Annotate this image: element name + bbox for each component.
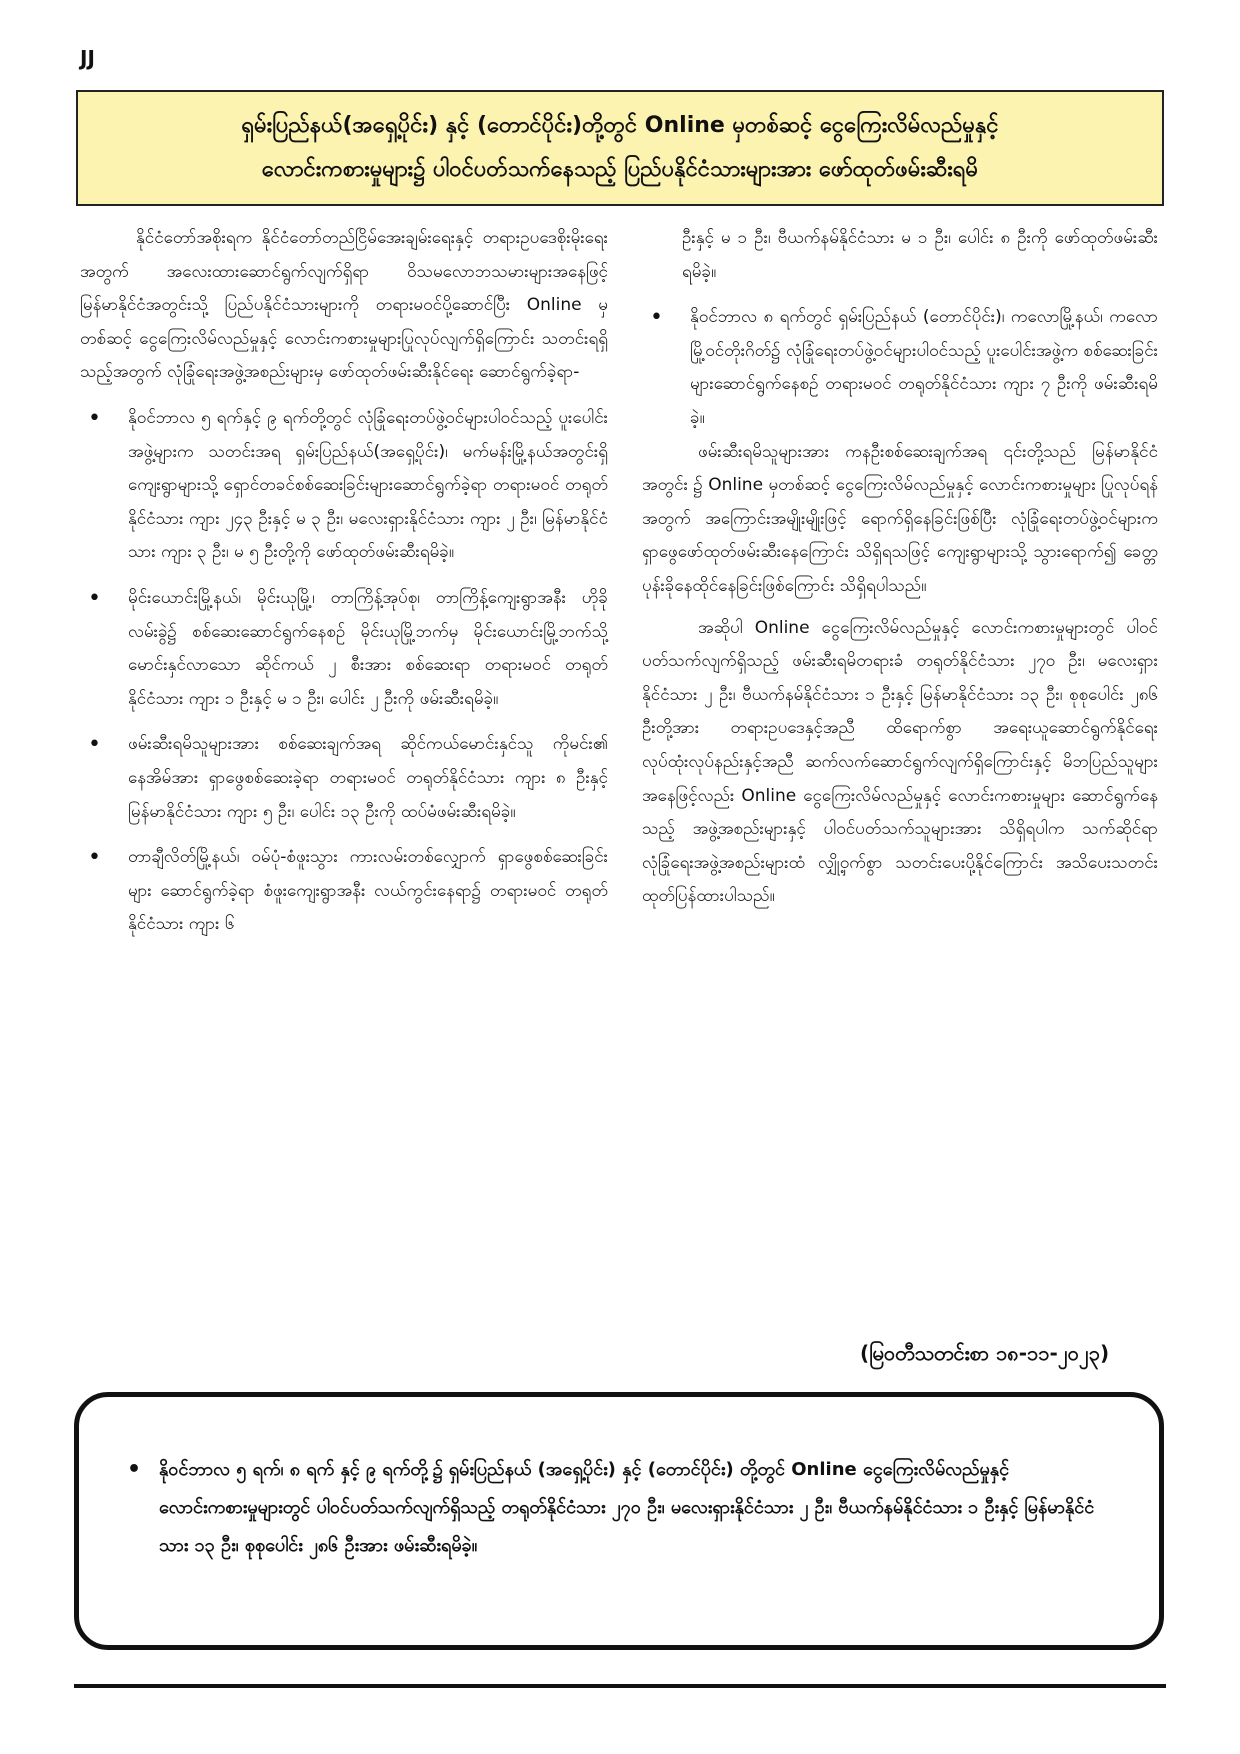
summary-box — [74, 1392, 1164, 1650]
right-bullet-list — [642, 301, 1158, 435]
summary-text: နိုဝင်ဘာလ ၅ ရက်၊ ၈ ရက် နှင့် ၉ ရက်တို့၌ ရှမ်းပြည်နယ် (အရှေ့ပိုင်း) နှင့် (တောင်ပိုင်း) တို့တွင် Online ငွေကြေးလိမ်လည်မှုနှင့် လောင်းကစားမှုများတွင် ပါဝင်ပတ်သက်လျက်ရှိသည့် တရုတ်နိုင်ငံသား ၂၇၀ ဦး၊ မလေးရှားနိုင်ငံသား ၂ ဦး၊ ဗီယက်နမ်နိုင်ငံသား ၁ ဦးနှင့် မြန်မာနိုင်ငံသား ၁၃ ဦး၊ စုစုပေါင်း ၂၈၆ ဦးအား ဖမ်းဆီးရမိခဲ့။ — [159, 1459, 1095, 1556]
headline-line-2: လောင်းကစားမှုများ၌ ပါဝင်ပတ်သက်နေသည့် ပြည်ပနိုင်ငံသားများအား ဖော်ထုတ်ဖမ်းဆီးရမိ — [261, 157, 979, 182]
left-column — [80, 222, 608, 942]
list-item — [642, 301, 1158, 435]
list-item — [80, 582, 608, 716]
body-paragraph-2: အဆိုပါ Online ငွေကြေးလိမ်လည်မှုနှင့် လောင်းကစားမှုများတွင် ပါဝင်ပတ်သက်လျက်ရှိသည့် ဖမ်းဆီးရမိတရားခံ တရုတ်နိုင်ငံသား ၂၇၀ ဦး၊ မလေးရှားနိုင်ငံသား ၂ ဦး၊ ဗီယက်နမ်နိုင်ငံသား ၁ ဦးနှင့် မြန်မာနိုင်ငံသား ၁၃ ဦး၊ စုစုပေါင်း ၂၈၆ ဦးတို့အား တရားဥပဒေနှင့်အညီ ထိရောက်စွာ အရေးယူဆောင်ရွက်နိုင်ရေး လုပ်ထုံးလုပ်နည်းနှင့်အညီ ဆက်လက်ဆောင်ရွက်လျက်ရှိကြောင်းနှင့် မိဘပြည်သူများအနေဖြင့်လည်း Online ငွေကြေးလိမ်လည်မှုနှင့် လောင်းကစားမှုများ ဆောင်ရွက်နေသည့် အဖွဲ့အစည်းများနှင့် ပါဝင်ပတ်သက်သူများအား သိရှိရပါက သက်ဆိုင်ရာလုံခြုံရေးအဖွဲ့အစည်းများထံ လျှို့ဝှက်စွာ သတင်းပေးပို့နိုင်ကြောင်း အသိပေးသတင်းထုတ်ပြန်ထားပါသည်။ — [642, 617, 1158, 907]
bullet-icon: • — [88, 732, 101, 758]
list-item — [80, 841, 608, 942]
page-number: JJ — [80, 46, 95, 70]
bottom-divider — [74, 1684, 1166, 1688]
list-item-text: နိုဝင်ဘာလ ၅ ရက်နှင့် ၉ ရက်တို့တွင် လုံခြုံရေးတပ်ဖွဲ့ဝင်များပါဝင်သည့် ပူးပေါင်းအဖွဲ့များက သတင်းအရ ရှမ်းပြည်နယ်(အရှေ့ပိုင်း)၊ မက်မန်းမြို့နယ်အတွင်းရှိ ကျေးရွာများသို့ ရှောင်တခင်စစ်ဆေးခြင်းများဆောင်ရွက်ခဲ့ရာ တရားမဝင် တရုတ်နိုင်ငံသား ကျား ၂၄၃ ဦးနှင့် မ ၃ ဦး၊ မလေးရှားနိုင်ငံသား ကျား ၂ ဦး၊ မြန်မာနိုင်ငံသား ကျား ၃ ဦး၊ မ ၅ ဦးတို့ကို ဖော်ထုတ်ဖမ်းဆီးရမိခဲ့။ — [128, 407, 608, 563]
list-item-text: နိုဝင်ဘာလ ၈ ရက်တွင် ရှမ်းပြည်နယ် (တောင်ပိုင်း)၊ ကလောမြို့နယ်၊ ကလောမြို့ဝင်တိုးဂိတ်၌ လုံခြုံရေးတပ်ဖွဲ့ဝင်များပါဝင်သည့် ပူးပေါင်းအဖွဲ့က စစ်ဆေးခြင်းများဆောင်ရွက်နေစဉ် တရားမဝင် တရုတ်နိုင်ငံသား ကျား ၇ ဦးကို ဖမ်းဆီးရမိခဲ့။ — [690, 307, 1158, 428]
list-item — [80, 402, 608, 570]
source-citation: (မြဝတီသတင်းစာ ၁၈-၁၁-၂၀၂၃) — [860, 1341, 1110, 1365]
headline-line-1: ရှမ်းပြည်နယ်(အရှေ့ပိုင်း) နှင့် (တောင်ပိုင်း)တို့တွင် Online မှတစ်ဆင့် ငွေကြေးလိမ်လည်မှုနှင့် — [241, 113, 999, 138]
bullet-icon: • — [88, 845, 101, 871]
right-column — [642, 222, 1158, 914]
bullet-icon: • — [650, 305, 663, 331]
intro-paragraph: နိုင်ငံတော်အစိုးရက နိုင်ငံတော်တည်ငြိမ်အေးချမ်းရေးနှင့် တရားဥပဒေစိုးမိုးရေးအတွက် အလေးထားဆောင်ရွက်လျက်ရှိရာ ဝိသမလောဘသမားများအနေဖြင့် မြန်မာနိုင်ငံအတွင်းသို့ ပြည်ပနိုင်ငံသားများကို တရားမဝင်ပို့ဆောင်ပြီး Online မှတစ်ဆင့် ငွေကြေးလိမ်လည်မှုနှင့် လောင်းကစားမှုများပြုလုပ်လျက်ရှိကြောင်း သတင်းရရှိသည့်အတွက် လုံခြုံရေးအဖွဲ့အစည်းများမှ ဖော်ထုတ်ဖမ်းဆီးနိုင်ရေး ဆောင်ရွက်ခဲ့ရာ- — [80, 228, 608, 383]
bullet-icon: • — [127, 1457, 142, 1482]
headline-box — [76, 90, 1164, 206]
left-bullet-list — [80, 402, 608, 942]
body-paragraph-1: ဖမ်းဆီးရမိသူများအား ကနဦးစစ်ဆေးချက်အရ ၎င်းတို့သည် မြန်မာနိုင်ငံအတွင်း ၌ Online မှတစ်ဆင့် ငွေကြေးလိမ်လည်မှုနှင့် လောင်းကစားမှုများ ပြုလုပ်ရန်အတွက် အကြောင်းအမျိုးမျိုးဖြင့် ရောက်ရှိနေခြင်းဖြစ်ပြီး လုံခြုံရေးတပ်ဖွဲ့ဝင်များက ရှာဖွေဖော်ထုတ်ဖမ်းဆီးနေကြောင်း သိရှိရသဖြင့် ကျေးရွာများသို့ သွားရောက်၍ ခေတ္တပုန်းခိုနေထိုင်နေခြင်းဖြစ်ကြောင်း သိရှိရပါသည်။ — [642, 441, 1158, 596]
list-item-text: တာချီလိတ်မြို့နယ်၊ ဝမ်ပုံ-စံဖူးသွား ကားလမ်းတစ်လျှောက် ရှာဖွေစစ်ဆေးခြင်းများ ဆောင်ရွက်ခဲ့ရာ စံဖူးကျေးရွာအနီး လယ်ကွင်းနေရာ၌ တရားမဝင် တရုတ်နိုင်ငံသား ကျား ၆ — [128, 847, 608, 935]
summary-item — [119, 1451, 1099, 1565]
bullet-icon: • — [88, 405, 101, 431]
list-item-text: ဖမ်းဆီးရမိသူများအား စစ်ဆေးချက်အရ ဆိုင်ကယ်မောင်းနှင်သူ ကိုမင်း၏ နေအိမ်အား ရှာဖွေစစ်ဆေးခဲ့ရာ တရားမဝင် တရုတ်နိုင်ငံသား ကျား ၈ ဦးနှင့် မြန်မာနိုင်ငံသား ကျား ၅ ဦး၊ ပေါင်း ၁၃ ဦးကို ထပ်မံဖမ်းဆီးရမိခဲ့။ — [128, 734, 608, 822]
list-item — [80, 728, 608, 829]
list-item-text: မိုင်းယောင်းမြို့နယ်၊ မိုင်းယုမြို့၊ တာကြိန့်အုပ်စု၊ တာကြိန့်ကျေးရွာအနီး ဟိုခိုလမ်းခွဲ၌ စစ်ဆေးဆောင်ရွက်နေစဉ် မိုင်းယုမြို့ဘက်မှ မိုင်းယောင်းမြို့ဘက်သို့ မောင်းနှင်လာသော ဆိုင်ကယ် ၂ စီးအား စစ်ဆေးရာ တရားမဝင် တရုတ်နိုင်ငံသား ကျား ၁ ဦးနှင့် မ ၁ ဦး၊ ပေါင်း ၂ ဦးကို ဖမ်းဆီးရမိခဲ့။ — [128, 587, 608, 709]
continuation-paragraph: ဦးနှင့် မ ၁ ဦး၊ ဗီယက်နမ်နိုင်ငံသား မ ၁ ဦး၊ ပေါင်း ၈ ဦးကို ဖော်ထုတ်ဖမ်းဆီးရမိခဲ့။ — [682, 228, 1158, 282]
bullet-icon: • — [88, 585, 101, 611]
